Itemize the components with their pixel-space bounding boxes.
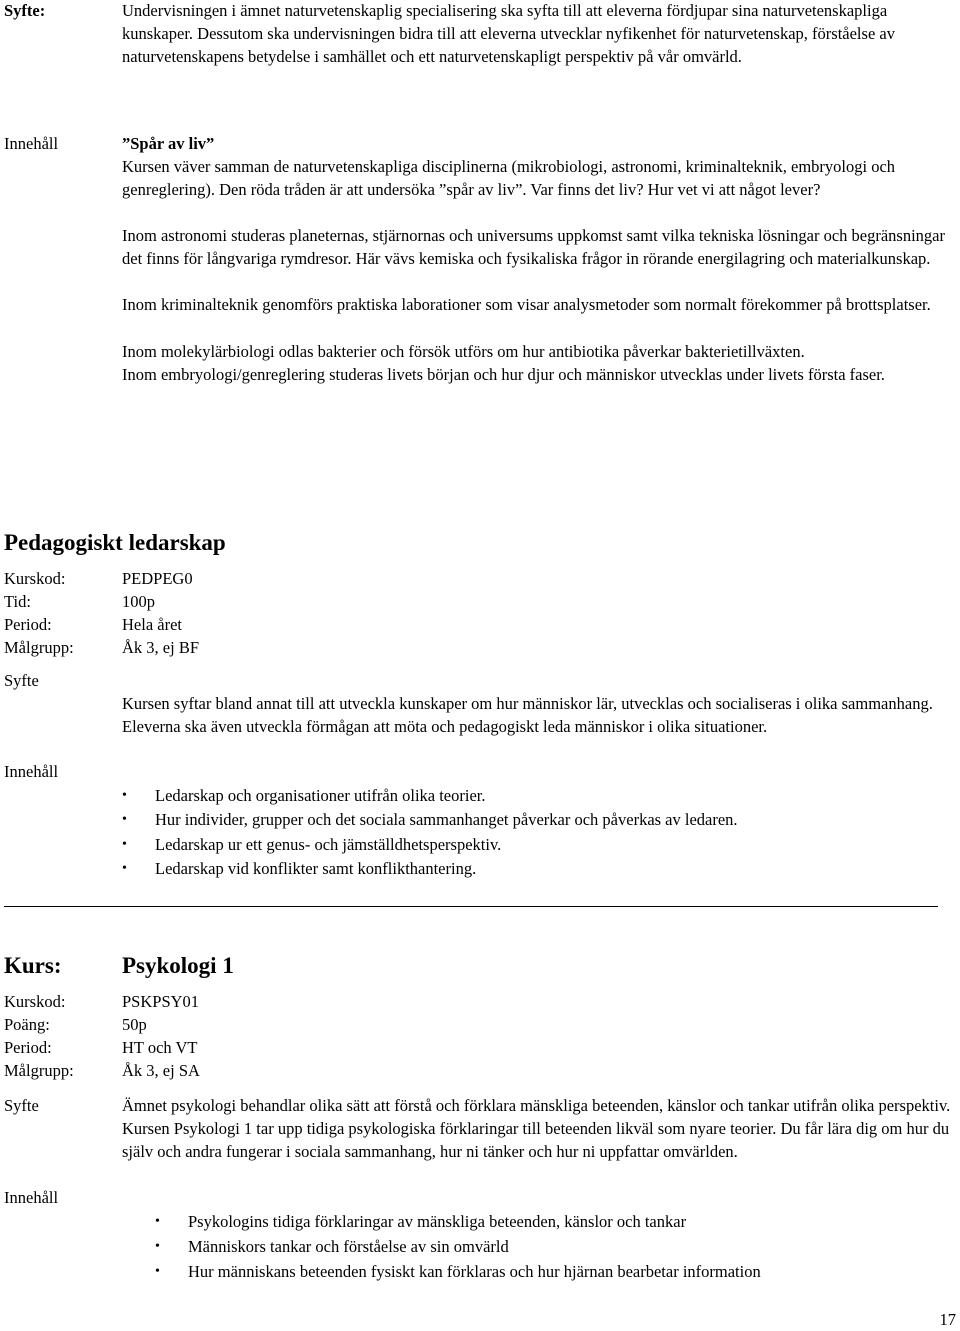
bullet-icon: • [155,1264,160,1279]
syfte-text: Undervisningen i ämnet naturvetenskaplig specialisering ska syfta till att eleverna fördjupar sina naturvetenskapliga kunskaper. Dessutom ska undervisningen bidra till att eleverna utvecklar nyfikenhet för naturvetenskap, förståelse av naturvetenskapens betydelse i samhället och ett naturvetenskapligt perspektiv på vår omvärld. [122,1,895,66]
innehall-label-pedagogiskt: Innehåll [4,762,59,781]
bullet-icon: • [122,861,127,876]
field-label-malgrupp: Målgrupp: [4,638,74,657]
list-item-text: Hur individer, grupper och det sociala sammanhanget påverkar och påverkas av ledaren. [155,810,738,829]
field-value-poang: 50p [122,1015,147,1034]
syfte-label-psykologi: Syfte [4,1096,39,1115]
syfte-label: Syfte: [4,1,46,20]
innehall-paragraph-2: Inom astronomi studeras planeternas, stjärnornas och universums uppkomst samt vilka tekniska lösningar och begränsningar det finns för långvariga rymdresor. Här vävs kemiska och fysikaliska frågor in rörande energilagring och materialkunskap. [122,226,945,268]
section-title-psykologi: Psykologi 1 [122,953,234,978]
innehall-paragraph-5: Inom embryologi/genreglering studeras livets början och hur djur och människor utvecklas under livets första faser. [122,365,885,384]
list-item-text: Psykologins tidiga förklaringar av mänskliga beteenden, känslor och tankar [188,1212,687,1231]
field-label-malgrupp: Målgrupp: [4,1061,74,1080]
field-value-period: Hela året [122,615,182,634]
field-value-tid: 100p [122,592,155,611]
innehall-paragraph-3: Inom kriminalteknik genomförs praktiska laborationer som visar analysmetoder som normalt förekommer på brottsplatser. [122,295,931,314]
field-value-malgrupp: Åk 3, ej SA [122,1061,200,1080]
section-divider [4,906,938,907]
syfte-text-psykologi: Ämnet psykologi behandlar olika sätt att förstå och förklara mänskliga beteenden, känslor och tankar utifrån olika perspektiv. Kursen Psykologi 1 tar upp tidiga psykologiska förklaringar till beteenden likväl som nyare teorier. Du får lära dig om hur du själv och andra fungerar i sociala sammanhang, hur ni tänker och hur ni uppfattar omvärlden. [122,1096,951,1161]
field-label-poang: Poäng: [4,1015,50,1034]
bullet-icon: • [122,812,127,827]
bullet-icon: • [122,788,127,803]
list-item-text: Människors tankar och förståelse av sin omvärld [188,1237,509,1256]
field-label-period: Period: [4,1038,52,1057]
innehall-label: Innehåll [4,134,59,153]
syfte-text-pedagogiskt: Kursen syftar bland annat till att utveckla kunskaper om hur människor lär, utvecklas och socialiseras i olika sammanhang. Eleverna ska även utveckla förmågan att möta och pedagogiskt leda människor i olika situationer. [122,694,933,736]
list-item-text: Ledarskap vid konflikter samt konflikthantering. [155,859,477,878]
innehall-paragraph-1: Kursen väver samman de naturvetenskapliga disciplinerna (mikrobiologi, astronomi, kriminalteknik, embryologi och genreglering). Den röda tråden är att undersöka ”spår av liv”. Var finns det liv? Hur vet vi att något lever? [122,157,896,199]
innehall-label-psykologi: Innehåll [4,1188,59,1207]
innehall-paragraph-4: Inom molekylärbiologi odlas bakterier och försök utförs om hur antibiotika påverkar bakterietillväxten. [122,342,805,361]
field-value-malgrupp: Åk 3, ej BF [122,638,200,657]
list-item-text: Ledarskap ur ett genus- och jämställdhetsperspektiv. [155,835,502,854]
field-label-kurskod: Kurskod: [4,992,66,1011]
field-label-kurskod: Kurskod: [4,569,66,588]
section-title-pedagogiskt: Pedagogiskt ledarskap [4,530,226,555]
field-label-period: Period: [4,615,52,634]
spar-av-liv-title: ”Spår av liv” [122,134,215,153]
list-item-text: Ledarskap och organisationer utifrån olika teorier. [155,786,486,805]
kurs-label: Kurs: [4,953,62,978]
bullet-icon: • [155,1239,160,1254]
syfte-label-pedagogiskt: Syfte [4,671,39,690]
page-number: 17 [939,1310,956,1329]
list-item-text: Hur människans beteenden fysiskt kan förklaras och hur hjärnan bearbetar information [188,1262,761,1281]
bullet-icon: • [122,837,127,852]
bullet-icon: • [155,1214,160,1229]
field-value-kurskod: PEDPEG0 [122,569,193,588]
field-value-kurskod: PSKPSY01 [122,992,200,1011]
field-label-tid: Tid: [4,592,31,611]
field-value-period: HT och VT [122,1038,198,1057]
